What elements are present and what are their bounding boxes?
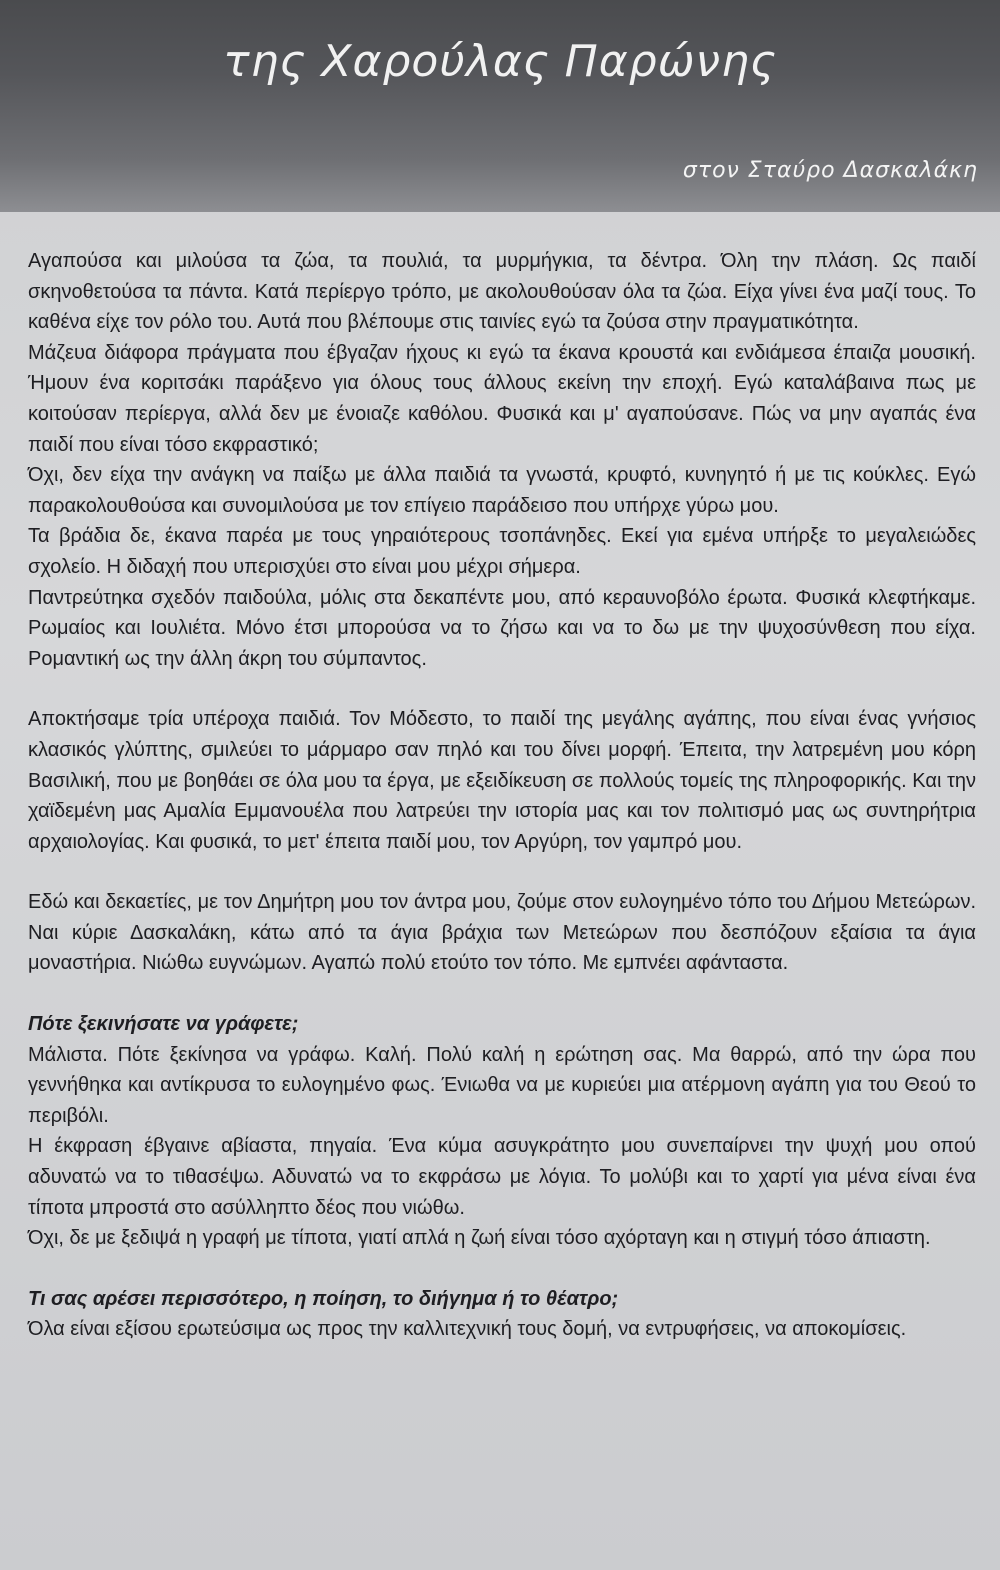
article-body	[28, 246, 976, 1345]
paragraph-meteora: Εδώ και δεκαετίες, με τον Δημήτρη μου τον άντρα μου, ζούμε στον ευλογημένο τόπο του Δήμου Μετεώρων. Ναι κύριε Δασκαλάκη, κάτω από τα άγια βράχια των Μετεώρων που δεσπόζουν εξαίσια τα άγια μοναστήρια. Νιώθω ευγνώμων. Αγαπώ πολύ ετούτο τον τόπο. Με εμπνέει αφάνταστα.	[28, 891, 976, 975]
answer-1-paragraph-2: Η έκφραση έβγαινε αβίαστα, πηγαία. Ένα κύμα ασυγκράτητο μου συνεπαίρνει την ψυχή μου οπού αδυνατώ να το τιθασέψω. Αδυνατώ να το εκφράσω με λόγια. Το μολύβι και το χαρτί για μένα είναι ένα τίποτα μπροστά στο ασύλληπτο δέος που νιώθω.	[28, 1135, 976, 1219]
answer-2-paragraph-1: Όλα είναι εξίσου ερωτεύσιμα ως προς την καλλιτεχνική τους δομή, να εντρυφήσεις, να αποκομίσεις.	[28, 1318, 907, 1341]
paragraph-music: Μάζευα διάφορα πράγματα που έβγαζαν ήχους κι εγώ τα έκανα κρουστά και ενδιάμεσα έπαιζα μουσική. Ήμουν ένα κοριτσάκι παράξενο για όλους τους άλλους εκείνη την εποχή. Εγώ καταλάβαινα πως με κοιτούσαν περίεργα, αλλά δεν με ένοιαζε καθόλου. Φυσικά και μ' αγαπούσανε. Πώς να μην αγαπάς ένα παιδί που είναι τόσο εκφραστικό;	[28, 341, 976, 456]
answer-1-paragraph-1: Μάλιστα. Πότε ξεκίνησα να γράφω. Καλή. Πολύ καλή η ερώτηση σας. Μα θαρρώ, από την ώρα που γεννήθηκα και αντίκρυσα το ευλογημένο φως. Ένιωθα να με κυριεύει μια ατέρμονη αγάπη για του Θεού το περιβόλι.	[28, 1043, 976, 1127]
paragraph-spacer	[28, 1254, 976, 1284]
header-banner	[0, 0, 1000, 212]
paragraph-childhood: Αγαπούσα και μιλούσα τα ζώα, τα πουλιά, τα μυρμήγκια, τα δέντρα. Όλη την πλάση. Ως παιδί σκηνοθετούσα τα πάντα. Κατά περίεργο τρόπο, με ακολουθούσαν όλα τα ζώα. Είχα γίνει ένα μαζί τους. Το καθένα είχε τον ρόλο του. Αυτά που βλέπουμε στις ταινίες εγώ τα ζούσα στην πραγματικότητα.	[28, 250, 976, 334]
interview-question-1: Πότε ξεκινήσατε να γράφετε;	[28, 1013, 299, 1036]
paragraph-spacer	[28, 674, 976, 704]
author-title: της Χαρούλας Παρώνης	[223, 36, 777, 87]
paragraph-games: Όχι, δεν είχα την ανάγκη να παίξω με άλλα παιδιά τα γνωστά, κρυφτό, κυνηγητό ή με τις κούκλες. Εγώ παρακολουθούσα και συνομιλούσα με τον επίγειο παράδεισο που υπήρχε γύρω μου.	[28, 464, 976, 517]
answer-1-paragraph-3: Όχι, δε με ξεδιψά η γραφή με τίποτα, γιατί απλά η ζωή είναι τόσο αχόρταγη και η στιγμή τόσο άπιαστη.	[28, 1227, 931, 1250]
paragraph-marriage: Παντρεύτηκα σχεδόν παιδούλα, μόλις στα δεκαπέντε μου, από κεραυνοβόλο έρωτα. Φυσικά κλεφτήκαμε. Ρωμαίος και Ιουλιέτα. Μόνο έτσι μπορούσα να το ζήσω και να το δω με την ψυχοσύνθεση που είχα. Ρομαντική ως την άλλη άκρη του σύμπαντος.	[28, 586, 976, 670]
dedication-line: στον Σταύρο Δασκαλάκη	[682, 158, 978, 183]
paragraph-shepherds: Τα βράδια δε, έκανα παρέα με τους γηραιότερους τσοπάνηδες. Εκεί για εμένα υπήρξε το μεγαλειώδες σχολείο. Η διδαχή που υπερισχύει στο είναι μου μέχρι σήμερα.	[28, 525, 976, 578]
paragraph-spacer	[28, 979, 976, 1009]
paragraph-spacer	[28, 857, 976, 887]
interview-question-2: Τι σας αρέσει περισσότερο, η ποίηση, το διήγημα ή το θέατρο;	[28, 1287, 619, 1310]
paragraph-children: Αποκτήσαμε τρία υπέροχα παιδιά. Τον Μόδεστο, το παιδί της μεγάλης αγάπης, που είναι ένας γνήσιος κλασικός γλύπτης, σμιλεύει το μάρμαρο σαν πηλό και του δίνει μορφή. Έπειτα, την λατρεμένη μου κόρη Βασιλική, που με βοηθάει σε όλα μου τα έργα, με εξειδίκευση σε πολλούς τομείς της πληροφορικής. Και την χαϊδεμένη μας Αμαλία Εμμανουέλα που λατρεύει την ιστορία μας και τον πολιτισμό μας ως συντηρήτρια αρχαιολογίας. Και φυσικά, το μετ' έπειτα παιδί μου, τον Αργύρη, τον γαμπρό μου.	[28, 708, 976, 853]
